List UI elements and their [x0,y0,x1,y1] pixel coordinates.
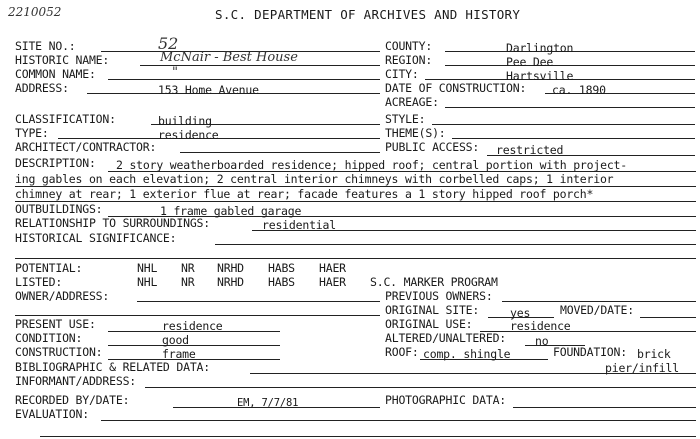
type-value: residence [158,128,219,142]
marker-program: S.C. MARKER PROGRAM [370,275,498,289]
photographic-data-line [513,407,696,408]
relationship-value: residential [262,218,336,232]
acreage-label: ACREAGE: [385,95,439,109]
present-use-label: PRESENT USE: [15,317,96,331]
site-no-value: 52 [158,34,179,53]
outbuildings-label: OUTBUILDINGS: [15,202,103,216]
potential-nhl: NHL [137,261,158,275]
historical-significance-line [215,244,696,245]
condition-label: CONDITION: [15,331,83,345]
outbuildings-value: 1 frame gabled garage [160,204,302,218]
foundation-label: FOUNDATION: [553,345,627,359]
original-use-value: residence [510,319,571,333]
city-label: CITY: [385,67,419,81]
construction-value: frame [162,347,196,361]
common-name-label: COMMON NAME: [15,67,96,81]
region-value: Pee Dee [506,55,554,69]
record-id: 2210052 [8,5,62,19]
listed-nr: NR [181,275,195,289]
listed-nhl: NHL [137,275,158,289]
region-line [445,65,695,66]
section-divider [15,258,696,259]
relationship-label: RELATIONSHIP TO SURROUNDINGS: [15,216,210,230]
evaluation-line [101,420,696,421]
form-title: S.C. DEPARTMENT OF ARCHIVES AND HISTORY [215,7,521,22]
type-line [58,138,380,139]
architect-label: ARCHITECT/CONTRACTOR: [15,140,157,154]
altered-value: no [535,334,549,348]
county-label: COUNTY: [385,39,433,53]
common-name-line [108,79,380,80]
region-label: REGION: [385,53,433,67]
foundation-value-2: pier/infill [605,361,679,375]
classification-label: CLASSIFICATION: [15,112,116,126]
altered-label: ALTERED/UNALTERED: [385,331,507,345]
informant-line [145,387,696,388]
description-line-1: 2 story weatherboarded residence; hipped roof; central portion with project- [116,158,627,172]
potential-label: POTENTIAL: [15,261,83,275]
listed-haer: HAER [319,275,346,289]
description-label: DESCRIPTION: [15,156,96,170]
photographic-data-label: PHOTOGRAPHIC DATA: [385,393,507,407]
moved-date-line [640,317,696,318]
historic-name-value: McNair - Best House [160,50,298,65]
listed-nrhd: NRHD [217,275,244,289]
foundation-value: brick [637,347,671,361]
acreage-line [445,107,695,108]
themes-label: THEME(S): [385,126,446,140]
address-value: 153 Home Avenue [158,83,259,97]
condition-value: good [162,333,189,347]
moved-date-label: MOVED/DATE: [560,303,634,317]
evaluation-label: EVALUATION: [15,407,89,421]
public-access-value: restricted [496,143,564,157]
common-name-value: " [172,65,178,80]
potential-nrhd: NRHD [217,261,244,275]
condition-line [108,345,280,346]
previous-owners-label: PREVIOUS OWNERS: [385,289,493,303]
original-site-value: yes [510,306,531,320]
previous-owners-line [502,301,696,302]
potential-habs: HABS [268,261,295,275]
construction-label: CONSTRUCTION: [15,345,103,359]
site-no-label: SITE NO.: [15,39,76,53]
listed-label: LISTED: [15,275,63,289]
historical-significance-label: HISTORICAL SIGNIFICANCE: [15,231,177,245]
potential-haer: HAER [319,261,346,275]
original-use-label: ORIGINAL USE: [385,317,473,331]
city-value: Hartsville [506,69,574,83]
bottom-rule [40,436,696,437]
listed-habs: HABS [268,275,295,289]
themes-line [452,138,695,139]
county-value: Darlington [506,41,574,55]
style-line [432,124,695,125]
classification-value: building [158,114,212,128]
recorded-by-value: EM, 7/7/81 [237,397,299,409]
address-label: ADDRESS: [15,81,69,95]
original-site-label: ORIGINAL SITE: [385,303,480,317]
description-line-2: ing gables on each elevation; 2 central interior chimneys with corbelled caps; 1 interior [15,172,614,186]
informant-label: INFORMANT/ADDRESS: [15,374,137,388]
public-access-label: PUBLIC ACCESS: [385,140,480,154]
recorded-by-label: RECORDED BY/DATE: [15,393,130,407]
present-use-value: residence [162,319,223,333]
bibliographic-label: BIBLIOGRAPHIC & RELATED DATA: [15,360,210,374]
roof-value: comp. shingle [423,347,511,361]
date-of-construction-value: ca. 1890 [552,83,606,97]
description-line-3: chimney at rear; 1 exterior flue at rear; facade features a 1 story hipped roof porch* [15,187,594,201]
architect-line [180,152,380,153]
description-rule-3 [15,201,696,202]
potential-nr: NR [181,261,195,275]
owner-address-line-2 [15,315,380,316]
style-label: STYLE: [385,112,426,126]
owner-address-line [137,301,380,302]
historic-name-label: HISTORIC NAME: [15,53,110,67]
roof-label: ROOF: [385,345,419,359]
owner-address-label: OWNER/ADDRESS: [15,289,110,303]
date-of-construction-label: DATE OF CONSTRUCTION: [385,81,527,95]
type-label: TYPE: [15,126,49,140]
